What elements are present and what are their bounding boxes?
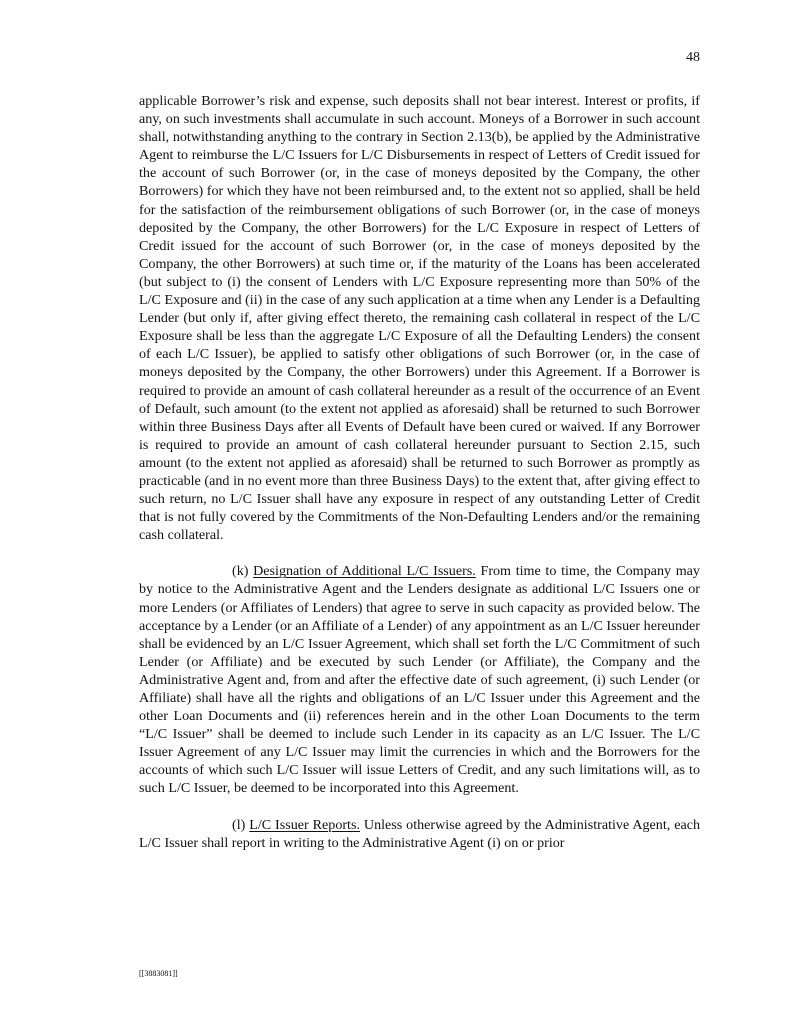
section-heading: Designation of Additional L/C Issuers. [253,563,476,580]
paragraph-k-additional-lc-issuers [139,562,700,797]
document-body [139,92,700,852]
paragraph-text: applicable Borrower’s risk and expense, such deposits shall not bear interest. Interest or profits, if any, on such investments shall accumulate in such account. Moneys of a Borrower in such account shall, notwithstanding anything to the contrary in Section 2.13(b), be applied by the Administrative Agent to reimburse the L/C Issuers for L/C Disbursements in respect of Letters of Credit issued for the account of such Borrower (or, in the case of moneys deposited by the Company, the other Borrowers) for which they have not been reimbursed and, to the extent not so applied, shall be held for the satisfaction of the reimbursement obligations of such Borrower (or, in the case of moneys deposited by the Company, the other Borrowers) for the L/C Exposure in respect of Letters of Credit issued for the account of such Borrower (or, in the case of moneys deposited by the Company, the other Borrowers) at such time or, if the maturity of the Loans has been accelerated (but subject to (i) the consent of Lenders with L/C Exposure representing more than 50% of the L/C Exposure and (ii) in the case of any such application at a time when any Lender is a Defaulting Lender (but only if, after giving effect thereto, the remaining cash collateral in respect of the L/C Exposure shall be less than the aggregate L/C Exposure of all the Defaulting Lenders) the consent of each L/C Issuer), be applied to satisfy other obligations of such Borrower (or, in the case of moneys deposited by the Company, the other Borrowers) under this Agreement. If a Borrower is required to provide an amount of cash collateral hereunder as a result of the occurrence of an Event of Default, such amount (to the extent not applied as aforesaid) shall be returned to such Borrower within three Business Days after all Events of Default have been cured or waived. If any Borrower is required to provide an amount of cash collateral hereunder pursuant to Section 2.15, such amount (to the extent not applied as aforesaid) shall be returned to such Borrower as promptly as practicable (and in no event more than three Business Days) to the extent that, after giving effect to such return, no L/C Issuer shall have any exposure in respect of any outstanding Letter of Credit that is not fully covered by the Commitments of the Non-Defaulting Lenders and/or the remaining cash collateral. [139,93,700,544]
paragraph-l-lc-issuer-reports [139,816,700,852]
section-label: (k) [232,563,254,580]
paragraph-cash-collateral [139,92,700,544]
page-number: 48 [686,50,700,65]
paragraph-text: Unless otherwise agreed by the Administrative Agent, each L/C Issuer shall report in writing to the Administrative Agent (i) on or prior [139,816,701,851]
document-footer-id: [[3883081]] [139,969,178,978]
section-heading: L/C Issuer Reports. [249,816,360,833]
paragraph-text: From time to time, the Company may by notice to the Administrative Agent and the Lenders designate as additional L/C Issuers one or more Lenders (or Affiliates of Lenders) that agree to serve in such capacity as provided below. The acceptance by a Lender (or an Affiliate of a Lender) of any appointment as an L/C Issuer hereunder shall be evidenced by an L/C Issuer Agreement, which shall set forth the L/C Commitment of such Lender (or Affiliate) and be executed by such Lender (or Affiliate), the Company and the Administrative Agent and, from and after the effective date of such agreement, (i) such Lender (or Affiliate) shall have all the rights and obligations of an L/C Issuer under this Agreement and the other Loan Documents and (ii) references herein and in the other Loan Documents to the term “L/C Issuer” shall be deemed to include such Lender in its capacity as an L/C Issuer. The L/C Issuer Agreement of any L/C Issuer may limit the currencies in which and the Borrowers for the accounts of which such L/C Issuer will issue Letters of Credit, and any such limitations will, as to such L/C Issuer, be deemed to be incorporated into this Agreement. [139,563,700,797]
section-label: (l) [232,816,250,833]
